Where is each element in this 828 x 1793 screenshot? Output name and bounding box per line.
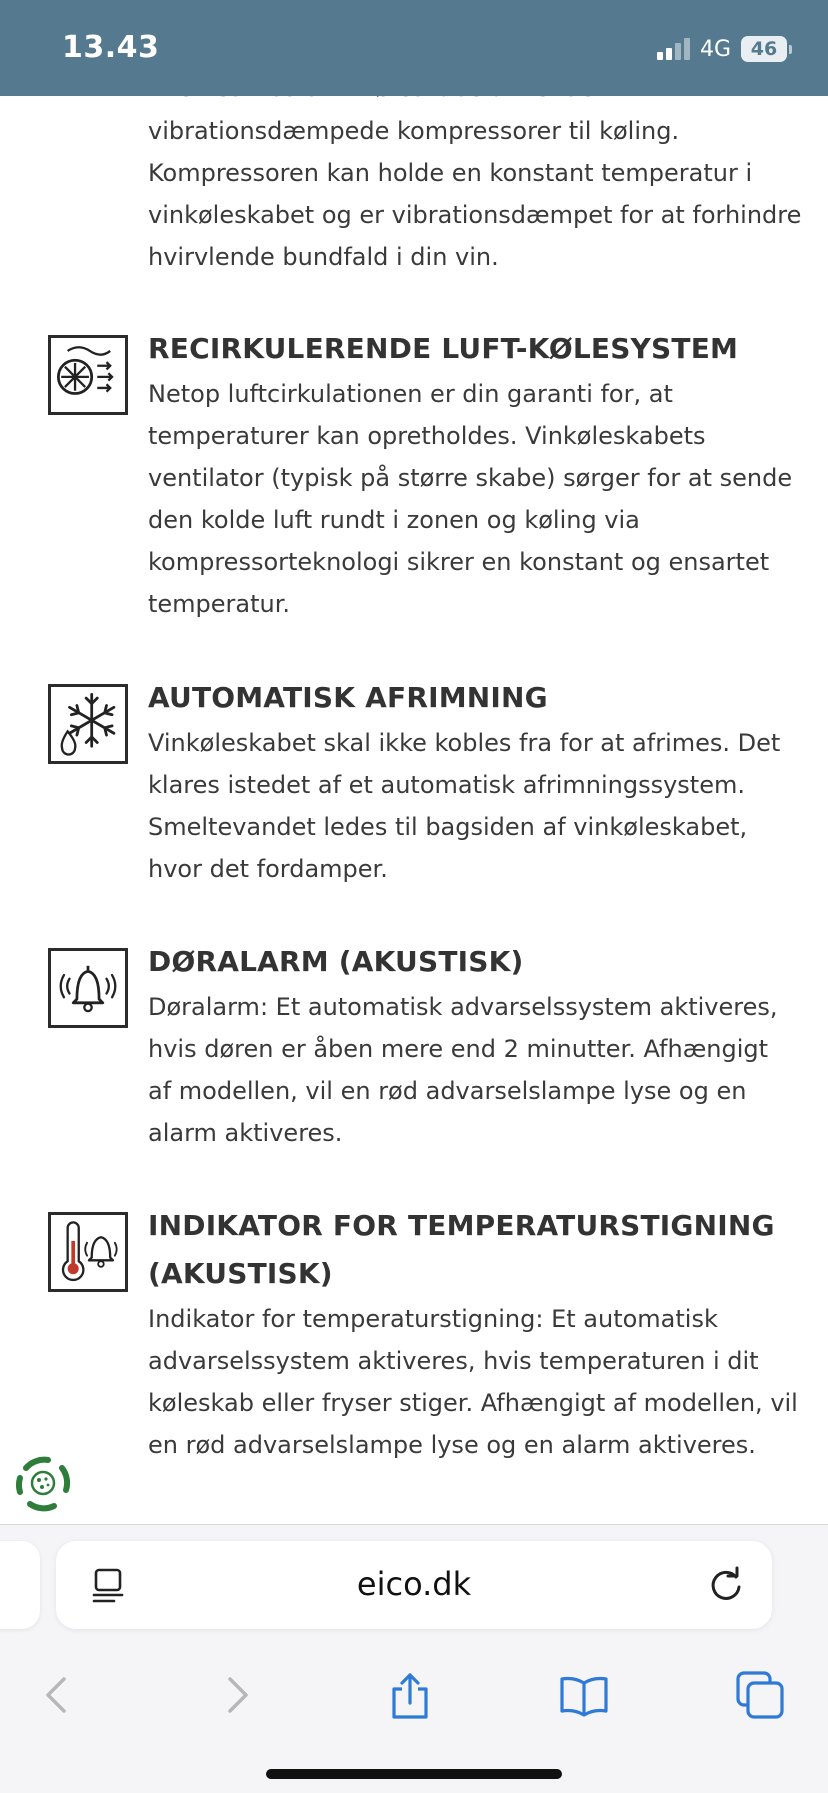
- compressor-description: vibrationsdæmpede kompressorer til køling. Kompressoren kan holde en konstant temperatur i vinkøleskabet og er vibrationsdæmpet for at forhindre hvirvlende bundfald i din vin.: [148, 117, 802, 271]
- alarm-bell-icon: [48, 948, 128, 1028]
- tabs-button[interactable]: [734, 1669, 786, 1721]
- feature-title: AUTOMATISK AFRIMNING: [148, 681, 548, 714]
- feature-title: INDIKATOR FOR TEMPERATURSTIGNING (AKUSTISK): [148, 1209, 775, 1290]
- battery-icon: [741, 36, 792, 62]
- snowflake-drop-icon: [48, 684, 128, 764]
- feature-description: Indikator for temperaturstigning: Et automatisk advarselssystem aktiveres, hvis temperaturen i dit køleskab eller fryser stiger. Afhængigt af modellen, vil en rød advarselslampe lyse og en alarm aktiveres.: [148, 1305, 798, 1459]
- cellular-signal-icon: [657, 38, 690, 60]
- page-content: [0, 60, 828, 1525]
- home-indicator[interactable]: [266, 1769, 562, 1779]
- url-text[interactable]: eico.dk: [356, 1565, 472, 1603]
- feature-description: Vinkøleskabet skal ikke kobles fra for at afrimes. Det klares istedet af et automatisk afrimningssystem. Smeltevandet ledes til bagsiden af vinkøleskabet, hvor det fordamper.: [148, 729, 781, 883]
- floating-badge-icon[interactable]: [12, 1452, 74, 1514]
- back-button[interactable]: [32, 1669, 84, 1721]
- browser-chrome: [0, 1524, 828, 1793]
- status-time: 13.43: [62, 30, 160, 65]
- feature-description: Netop luftcirkulationen er din garanti for, at temperaturer kan opretholdes. Vinkøleskabets ventilator (typisk på større skabe) sørger for at sende den kolde luft rundt i zonen og køling via kompressorteknologi sikrer en konstant og ensartet temperatur.: [148, 380, 793, 618]
- fan-airflow-icon: [48, 335, 128, 415]
- feature-title: DØRALARM (AKUSTISK): [148, 945, 524, 978]
- thermometer-bell-icon: [48, 1212, 128, 1292]
- battery-level: 46: [741, 36, 787, 62]
- bookmarks-button[interactable]: [558, 1669, 610, 1721]
- share-button[interactable]: [384, 1669, 436, 1721]
- status-indicators: [657, 34, 792, 64]
- status-bar: [0, 0, 828, 96]
- reload-icon[interactable]: [706, 1565, 746, 1605]
- feature-title: RECIRKULERENDE LUFT-KØLESYSTEM: [148, 332, 739, 365]
- feature-description: Døralarm: Et automatisk advarselssystem aktiveres, hvis døren er åben mere end 2 minutter. Afhængigt af modellen, vil en rød advarselslampe lyse og en alarm aktiveres.: [148, 993, 778, 1147]
- network-type: 4G: [699, 36, 731, 62]
- previous-tab-preview[interactable]: [0, 1541, 40, 1629]
- browser-toolbar: [0, 1649, 828, 1739]
- address-bar[interactable]: [56, 1541, 772, 1629]
- forward-button[interactable]: [210, 1669, 262, 1721]
